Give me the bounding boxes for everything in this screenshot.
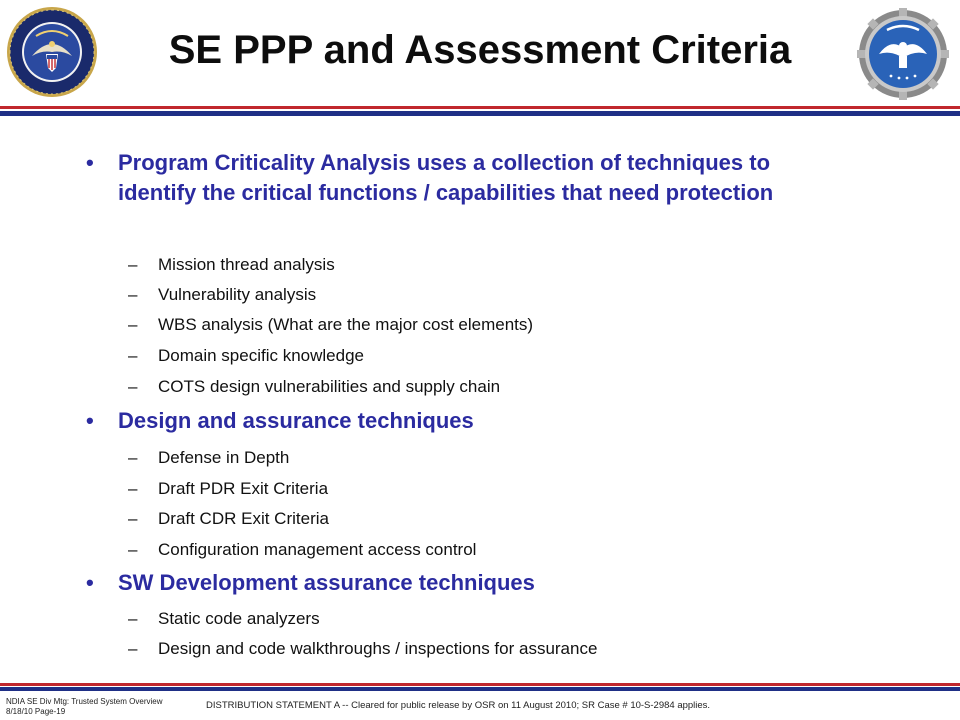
sub-bullet-text: Static code analyzers [158,609,320,628]
bullet-text: Design and assurance techniques [118,408,474,433]
sub-bullet-marker: – [128,639,138,658]
sub-bullet-marker: – [128,479,138,498]
footer-meeting-title: NDIA SE Div Mtg: Trusted System Overview [6,697,163,706]
sub-bullet-item [128,253,848,277]
sub-bullet-text: Design and code walkthroughs / inspections for assurance [158,639,598,658]
bullet-marker: • [86,150,94,175]
sub-bullet-item [128,344,848,368]
sub-bullet-item [128,313,848,337]
sub-bullet-text: Draft PDR Exit Criteria [158,479,329,498]
sub-bullet-item [128,446,848,470]
sub-bullet-text: COTS design vulnerabilities and supply chain [158,377,501,396]
footer-rule-red [0,683,960,686]
sub-bullet-text: WBS analysis (What are the major cost elements) [158,315,534,334]
bullet-item [86,568,846,598]
sub-bullet-marker: – [128,509,138,528]
footer-rule-blue [0,687,960,691]
bullet-marker: • [86,408,94,433]
sub-bullet-text: Vulnerability analysis [158,285,317,304]
sub-bullet-text: Draft CDR Exit Criteria [158,509,329,528]
sub-bullet-text: Defense in Depth [158,448,290,467]
sub-bullet-item [128,538,848,562]
sub-bullet-marker: – [128,609,138,628]
sub-bullet-marker: – [128,285,138,304]
sub-bullet-text: Mission thread analysis [158,255,335,274]
sub-bullet-item [128,477,848,501]
bullet-item [86,406,846,436]
sub-bullet-item [128,507,848,531]
sub-bullet-marker: – [128,315,138,334]
sub-bullet-marker: – [128,255,138,274]
sub-bullet-item [128,283,848,307]
sub-bullet-text: Configuration management access control [158,540,477,559]
bullet-text: SW Development assurance techniques [118,570,535,595]
sub-bullet-text: Domain specific knowledge [158,346,364,365]
footer-meeting-info [6,697,162,717]
sub-bullet-item [128,607,848,631]
sub-bullet-marker: – [128,448,138,467]
page-title: SE PPP and Assessment Criteria [168,28,792,72]
sub-bullet-item [128,375,848,399]
bullet-marker: • [86,570,94,595]
bullet-item [86,148,846,240]
distribution-statement: DISTRIBUTION STATEMENT A -- Cleared for public release by OSR on 11 August 2010; SR Case # 10-S-2984 applies. [206,700,711,711]
sub-bullet-item [128,637,848,661]
sub-bullet-marker: – [128,377,138,396]
footer-page-number: 8/18/10 Page-19 [6,707,66,716]
bullet-text: Program Criticality Analysis uses a collection of techniques to identify the critical functions / capabilities that need protection [118,150,774,205]
sub-bullet-marker: – [128,540,138,559]
sub-bullet-marker: – [128,346,138,365]
